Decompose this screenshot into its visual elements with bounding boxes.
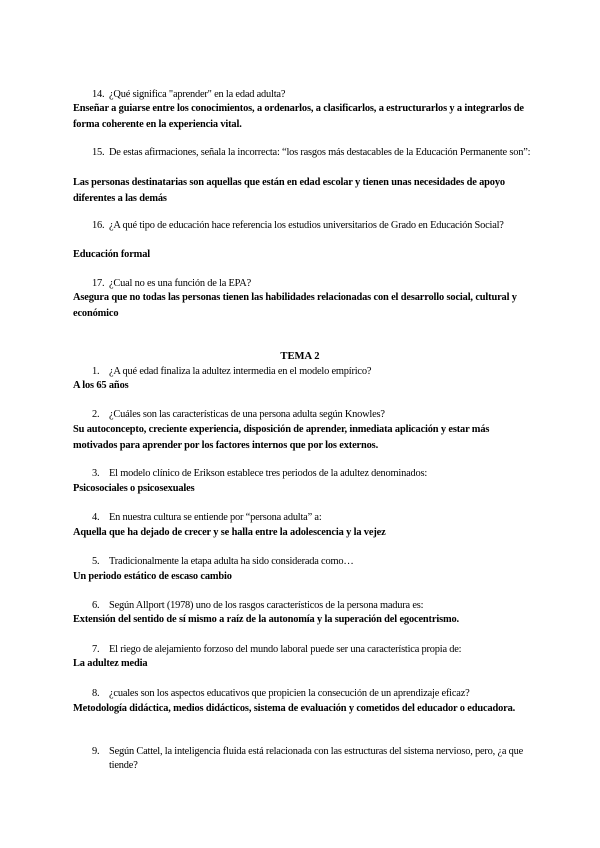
answer-15: Las personas destinatarias son aquellas que están en edad escolar y tienen unas necesidades de apoyo diferentes a las demás [73, 177, 505, 204]
question-2: 2. ¿Cuáles son las características de una persona adulta según Knowles? [92, 409, 385, 420]
answer-16: Educación formal [73, 249, 150, 260]
question-9: 9. Según Cattel, la inteligencia fluida está relacionada con las estructuras del sistema nervioso, pero, ¿a que tiende? [92, 746, 524, 771]
question-14: 14. ¿Qué significa "aprender" en la edad adulta? [92, 89, 286, 100]
question-4: 4. En nuestra cultura se entiende por “persona adulta” a: [92, 512, 322, 523]
question-15: 15. De estas afirmaciones, señala la incorrecta: “los rasgos más destacables de la Educación Permanente son”: [92, 147, 531, 158]
answer-7: La adultez media [73, 658, 148, 669]
answer-2: Su autoconcepto, creciente experiencia, disposición de aprender, inmediata aplicación y estar más motivados para aprender por los factores internos que por los externos. [73, 424, 490, 451]
answer-8: Metodología didáctica, medios didácticos, sistema de evaluación y cometidos del educador o educadora. [73, 703, 516, 714]
question-8: 8. ¿cuales son los aspectos educativos que propicien la consecución de un aprendizaje eficaz? [92, 688, 470, 699]
question-17: 17. ¿Cual no es una función de la EPA? [92, 278, 252, 289]
answer-6: Extensión del sentido de sí mismo a raíz de la autonomía y la superación del egocentrismo. [73, 614, 459, 625]
question-16: 16. ¿A qué tipo de educación hace referencia los estudios universitarios de Grado en Educación Social? [92, 220, 504, 231]
question-3: 3. El modelo clínico de Erikson establece tres periodos de la adultez denominados: [92, 468, 428, 479]
question-6: 6. Según Allport (1978) uno de los rasgos característicos de la persona madura es: [92, 600, 424, 611]
question-7: 7. El riego de alejamiento forzoso del mundo laboral puede ser una característica propia de: [92, 644, 462, 655]
answer-14: Enseñar a guiarse entre los conocimientos, a ordenarlos, a clasificarlos, a estructurarlos y a integrarlos de forma coherente en la experiencia vital. [73, 103, 524, 130]
answer-5: Un periodo estático de escaso cambio [73, 571, 232, 582]
answer-3: Psicosociales o psicosexuales [73, 483, 195, 494]
answer-17: Asegura que no todas las personas tienen las habilidades relacionadas con el desarrollo social, cultural y económico [73, 292, 517, 319]
question-1: 1. ¿A qué edad finaliza la adultez intermedia en el modelo empírico? [92, 366, 372, 377]
section-title: TEMA 2 [280, 351, 320, 362]
answer-4: Aquella que ha dejado de crecer y se halla entre la adolescencia y la vejez [73, 527, 386, 538]
answer-1: A los 65 años [73, 380, 129, 391]
question-5: 5. Tradicionalmente la etapa adulta ha sido considerada como… [92, 556, 354, 567]
